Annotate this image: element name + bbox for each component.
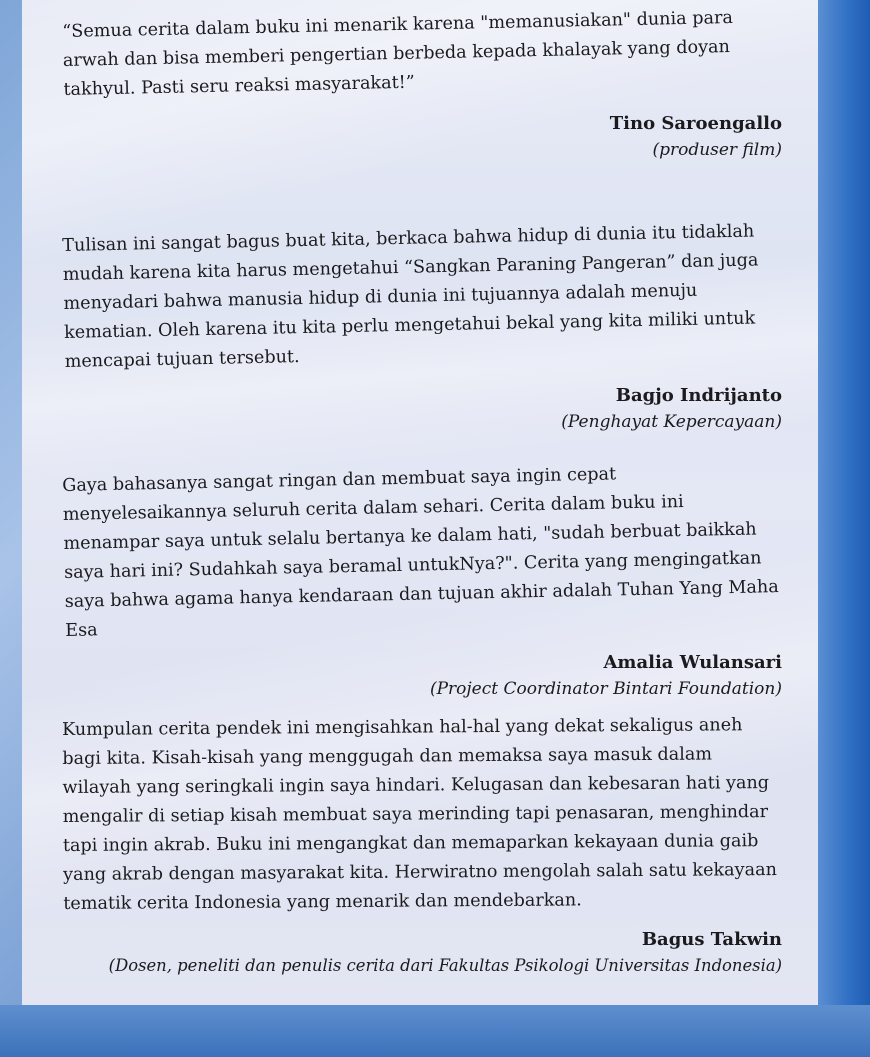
testimonial-quote: Tulisan ini sangat bagus buat kita, berkaca bahwa hidup di dunia itu tidaklah mudah karena kita harus mengetahui “Sangkan Paraning Pangeran” dan juga menyadari bahwa manusia hidup di dunia ini tujuannya adalah menuju kematian. Oleh karena itu kita perlu mengetahui bekal yang kita miliki untuk mencapai tujuan tersebut.: [62, 221, 759, 372]
testimonial-quote: Gaya bahasanya sangat ringan dan membuat saya ingin cepat menyelesaikannya seluruh cerita dalam sehari. Cerita dalam buku ini menampar saya untuk selalu bertanya ke dalam hati, "sudah berbuat baikkah saya hari ini? Sudahkah saya beramal untukNya?". Cerita yang mengingatkan saya bahwa agama hanya kendaraan dan tujuan akhir adalah Tuhan Yang Maha Esa: [62, 464, 779, 641]
testimonial-author: Bagus Takwin: [641, 929, 782, 950]
testimonial-author: Amalia Wulansari: [603, 652, 782, 673]
testimonial-role: (Penghayat Kepercayaan): [561, 412, 782, 432]
testimonial-3: [62, 464, 782, 704]
testimonial-quote: “Semua cerita dalam buku ini menarik karena "memanusiakan" dunia para arwah dan bisa memberi pengertian berbeda kepada khalayak yang doyan takhyul. Pasti seru reaksi masyarakat!”: [62, 7, 734, 100]
testimonial-author: Bagjo Indrijanto: [615, 385, 782, 406]
testimonial-role: (produser film): [652, 140, 782, 160]
testimonial-role: (Project Coordinator Bintari Foundation): [429, 679, 782, 699]
book-cover-bottom: [0, 1005, 870, 1057]
testimonial-author: Tino Saroengallo: [609, 113, 782, 134]
testimonial-1: [62, 7, 782, 218]
testimonial-quote: Kumpulan cerita pendek ini mengisahkan hal-hal yang dekat sekaligus aneh bagi kita. Kisah-kisah yang menggugah dan memaksa saya masuk dalam wilayah yang seringkali ingin saya hindari. Kelugasan dan kebesaran hati yang mengalir di setiap kisah membuat saya merinding tapi penasaran, menghindar tapi ingin akrab. Buku ini mengangkat dan memaparkan kekayaan dunia gaib yang akrab dengan masyarakat kita. Herwiratno mengolah salah satu kekayaan tematik cerita Indonesia yang menarik dan mendebarkan.: [62, 715, 777, 914]
testimonial-2: [62, 218, 782, 464]
testimonial-4: [62, 704, 782, 979]
testimonial-panel: [22, 0, 818, 1005]
testimonial-role: (Dosen, peneliti dan penulis cerita dari Fakultas Psikologi Universitas Indonesia): [108, 956, 782, 975]
book-cover-edge: [818, 0, 870, 1057]
